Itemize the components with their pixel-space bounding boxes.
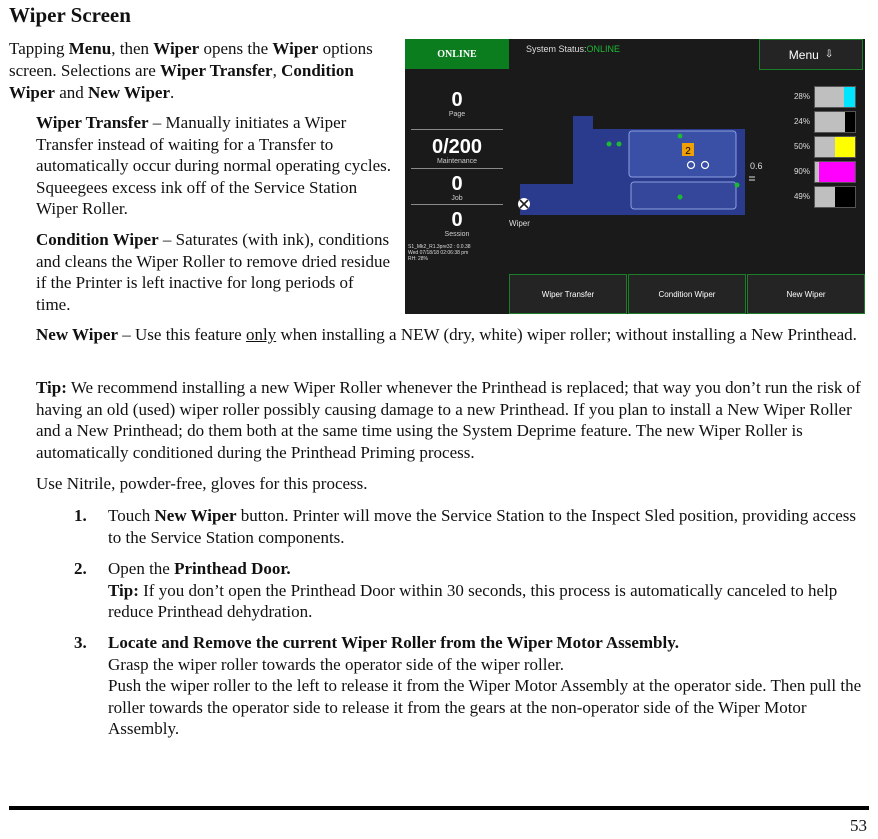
counter-value: 0 [451,209,463,231]
step-body [108,558,868,623]
underlined-word: only [245,325,277,344]
definition-wiper-transfer [36,112,391,220]
ink-bar [814,136,856,158]
status-value: ONLINE [586,44,621,54]
ink-bar [814,186,856,208]
wiper-block [631,182,736,209]
tip-label: Tip: [36,378,67,397]
wiper-label: Wiper [509,219,530,228]
step-line: Push the wiper roller to the left to release it from the Wiper Motor Assembly at the operator side. Then pull the roller towards the operator side to release it from the gears at the non-operator side of the Wiper Motor Assembly. [108,676,862,738]
intro-text: options screen. Selections are [9,39,373,80]
ink-level-magenta [793,161,856,183]
value-readout: 0.6 [750,161,763,171]
intro-bold: Menu [68,39,112,58]
definition-text: when installing a NEW (dry, white) wiper roller; without installing a New Printhead. [276,325,857,344]
step-body [108,632,868,740]
ink-fill [835,187,855,207]
definition-term: New Wiper [36,325,119,344]
gloves-note: Use Nitrile, powder-free, gloves for this process. [36,474,368,493]
definition-new-wiper [36,324,866,346]
status-dot [617,142,622,147]
divider [411,204,503,205]
intro-text: and [54,83,89,102]
step-line [108,558,868,580]
ink-percent: 49% [793,192,810,201]
datetime: Wed 07/18/18 02:06:38 pm [408,250,469,256]
menu-button[interactable] [759,39,863,70]
counter-label: Job [451,195,463,202]
ink-fill [845,112,855,132]
intro-bold: Wiper [153,39,200,58]
step-line: Grasp the wiper roller towards the operator side of the wiper roller. [108,654,565,674]
system-info [408,244,471,262]
counter-value: 0 [451,173,463,195]
definition-text: – Use this feature [118,325,246,344]
maintenance-counter [405,136,509,165]
ink-fill [844,87,855,107]
ink-percent: 90% [793,167,810,176]
humidity: RH: 28% [408,256,429,262]
wiper-screen [405,39,865,314]
divider [411,168,503,169]
job-counter [405,173,509,202]
counter-value: 0 [451,89,463,111]
definition-condition-wiper [36,229,391,315]
ink-level-cyan [793,86,856,108]
step-number: 1. [74,506,87,525]
step-body [108,505,868,548]
service-station-diagram [505,109,755,219]
step-text: Touch [108,506,155,525]
step-tip [108,580,868,623]
ink-percent: 50% [793,142,810,151]
tip-text: If you don’t open the Printhead Door within 30 seconds, this process is automatically canceled to help reduce Printhead dehydration. [108,580,838,621]
ink-level-black-2 [793,186,856,208]
status-dot [678,195,683,200]
menu-label: Menu [788,47,819,62]
counter-label: Page [448,111,466,118]
ink-fill [835,137,855,157]
intro-bold: Wiper Transfer [160,61,273,80]
status-dot [607,142,612,147]
step-heading: Locate and Remove the current Wiper Roller from the Wiper Motor Assembly. [108,633,680,652]
tip-paragraph [36,377,866,463]
status-label: System Status: [526,44,587,54]
page-counter [405,89,509,118]
page-number: 53 [850,816,867,835]
intro-bold: Wiper [272,39,319,58]
ink-percent: 24% [793,117,810,126]
step-number: 2. [74,559,87,578]
arrow-down-icon: ⇩ [824,49,834,60]
sled-digit: 2 [685,146,691,157]
intro-text: opens the [199,39,273,58]
new-wiper-button[interactable]: New Wiper [747,274,865,314]
condition-wiper-button[interactable]: Condition Wiper [628,274,746,314]
tip-label: Tip: [108,580,139,600]
ink-bar [814,86,856,108]
status-dot [678,134,683,139]
section-title: Wiper Screen [9,3,131,27]
status-dot [735,183,740,188]
divider [411,129,503,130]
counter-label: Maintenance [436,158,478,165]
intro-text: . [170,83,175,102]
ink-bar [814,161,856,183]
tip-text: We recommend installing a new Wiper Roller whenever the Printhead is replaced; that way you don’t run the risk of having an old (used) wiper roller possibly causing damage to a new Printhead. If you plan to install a New Wiper Roller and a New Printhead; do them both at the same time using the System Deprime feature. The new Wiper Roller is automatically conditioned during the Printhead Priming process. [36,378,861,462]
ink-percent: 28% [793,92,810,101]
counter-label: Session [444,231,470,238]
step-number: 3. [74,633,87,652]
intro-bold: New Wiper [88,83,171,102]
definition-text: – Saturates (with ink), conditions and cleans the Wiper Roller to remove dried residue if the Printer is left inactive for long periods of time. [36,230,390,314]
definition-term: Wiper Transfer [36,113,149,132]
online-button[interactable]: ONLINE [405,39,509,69]
step-bold: Printhead Door. [174,559,291,578]
footer-rule [9,806,869,810]
intro-paragraph [9,38,379,104]
intro-text: Tapping [9,39,69,58]
ink-level-yellow [793,136,856,158]
step-text: button. Printer will move the Service Station to the Inspect Sled position, providing access to the Service Station components. [108,506,856,547]
definition-term: Condition Wiper [36,230,159,249]
wiper-transfer-button[interactable]: Wiper Transfer [509,274,627,314]
definition-text: – Manually initiates a Wiper Transfer instead of waiting for a Transfer to automatically occur during normal operating cycles. Squeegees excess ink off of the Service Station Wiper Roller. [36,113,391,218]
step-text: Open the [108,559,175,578]
intro-bold: Condition Wiper [9,61,354,102]
step-bold: New Wiper [154,506,237,525]
ink-level-black [793,111,856,133]
firmware-version: S1_Mk2_R1.3pre32 : 0.0.38 [408,244,471,250]
ink-bar [814,111,856,133]
session-counter [405,209,509,238]
intro-text: , then [111,39,154,58]
ink-fill [819,162,855,182]
intro-text: , [272,61,282,80]
counter-value: 0/200 [431,136,483,158]
system-status [526,44,620,54]
